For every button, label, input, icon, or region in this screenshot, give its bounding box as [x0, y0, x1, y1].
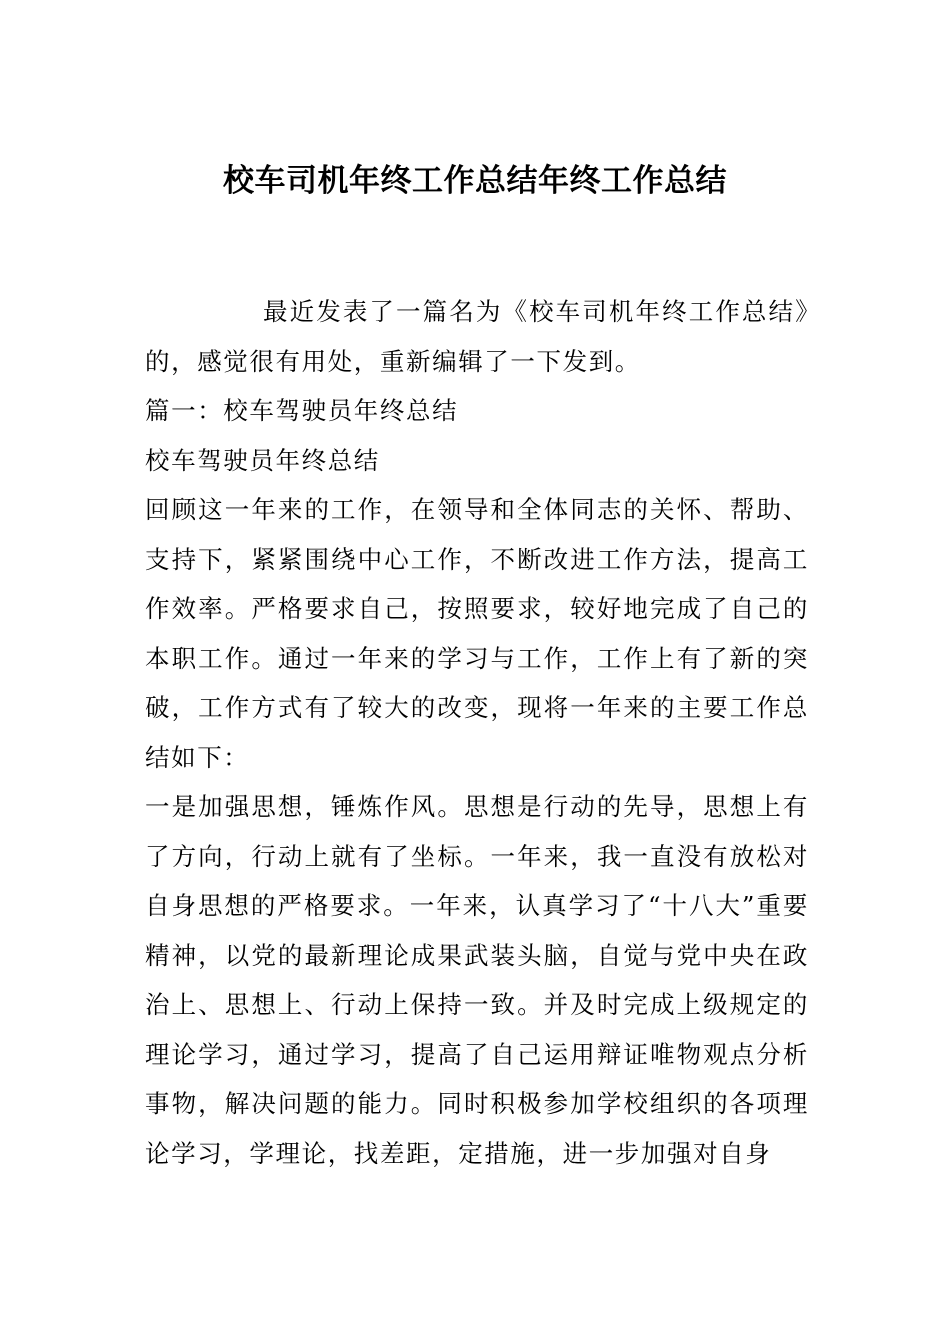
- article-heading: 校车驾驶员年终总结: [145, 445, 380, 475]
- review-paragraph: 回顾这一年来的工作，在领导和全体同志的关怀、帮助、支持下，紧紧围绕中心工作，不断改进工作方法，提高工作效率。严格要求自己，按照要求，较好地完成了自己的本职工作。通过一年来的学习与工作，工作上有了新的突破，工作方式有了较大的改变，现将一年来的主要工作总结如下：: [145, 495, 809, 772]
- document-body: [145, 287, 809, 1178]
- section-heading: 篇一：校车驾驶员年终总结: [145, 396, 459, 425]
- document-title: 校车司机年终工作总结年终工作总结: [223, 163, 727, 199]
- intro-paragraph: 最近发表了一篇名为《校车司机年终工作总结》的，感觉很有用处，重新编辑了一下发到。: [145, 297, 809, 376]
- point-one-paragraph: 一是加强思想，锤炼作风。思想是行动的先导，思想上有了方向，行动上就有了坐标。一年来，我一直没有放松对自身思想的严格要求。一年来，认真学习了“十八大”重要精神，以党的最新理论成果武装头脑，自觉与党中央在政治上、思想上、行动上保持一致。并及时完成上级规定的理论学习，通过学习，提高了自己运用辩证唯物观点分析事物，解决问题的能力。同时积极参加学校组织的各项理论学习，学理论，找差距，定措施，进一步加强对自身: [145, 792, 809, 1168]
